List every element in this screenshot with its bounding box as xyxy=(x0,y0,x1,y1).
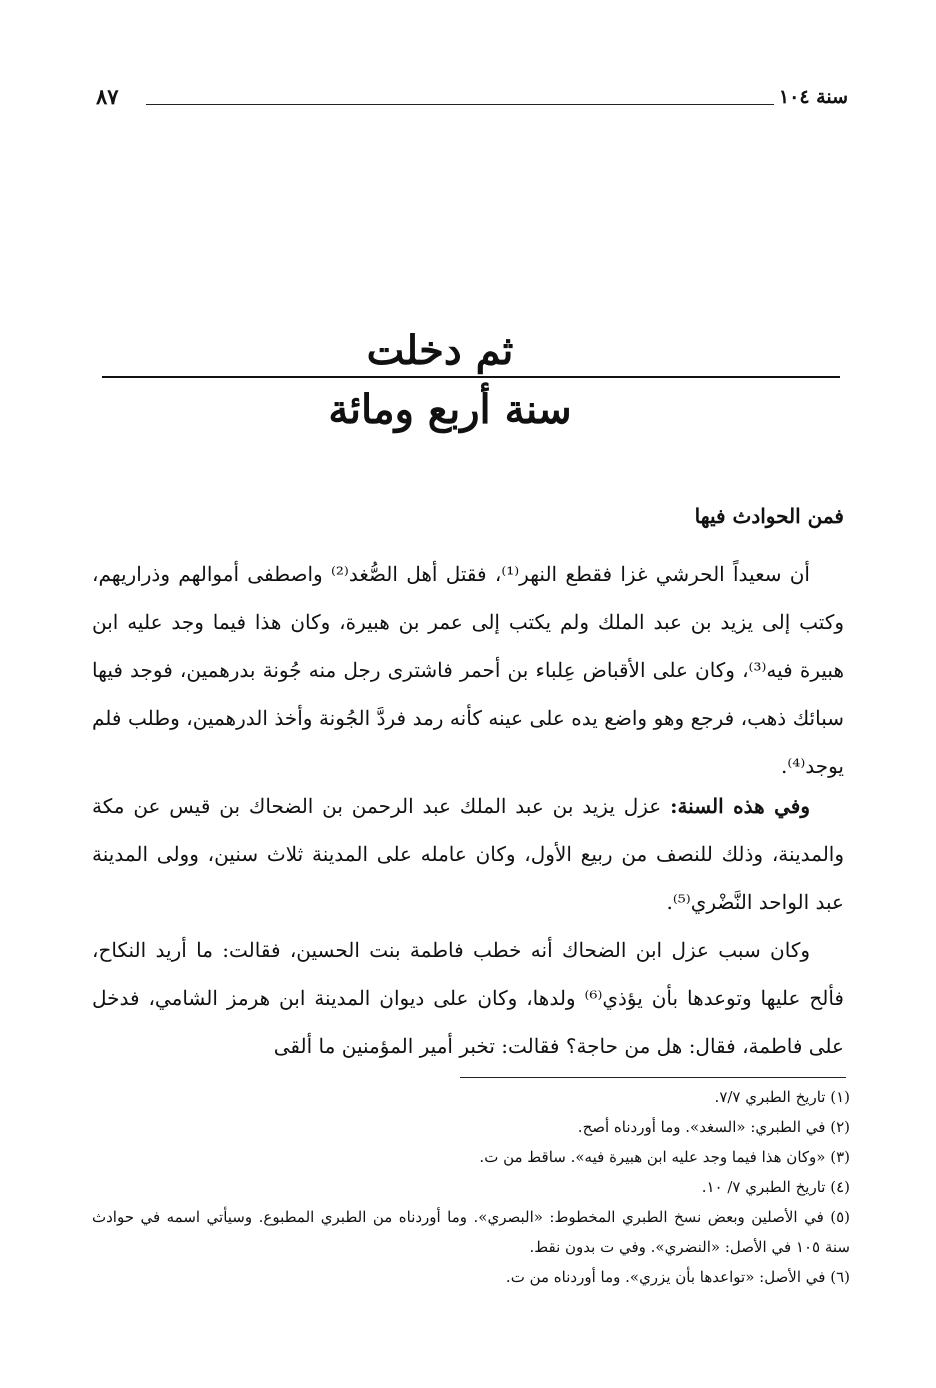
paragraph-2-lead: وفي هذه السنة: xyxy=(670,794,810,818)
footnote-6: (٦) في الأصل: «تواعدها بأن يزري». وما أوردناه من ت. xyxy=(505,1268,850,1286)
header-rule xyxy=(146,104,774,105)
paragraph-1 xyxy=(92,550,844,790)
chapter-title-line2: سنة أربع ومائة xyxy=(328,386,572,433)
footnote-5: (٥) في الأصلين وبعض نسخ الطبري المخطوط: «البصري». وما أوردناه من الطبري المطبوع. وسيأتي اسمه في حوادث سنة ١٠٥ في الأصل: «النضري». وفي ت بدون نقط. xyxy=(92,1208,850,1256)
section-heading: فمن الحوادث فيها xyxy=(694,504,844,528)
footnote-3: (٣) «وكان هذا فيما وجد عليه ابن هبيرة فيه». ساقط من ت. xyxy=(479,1148,850,1166)
page-number: ٨٧ xyxy=(96,84,119,109)
paragraph-3 xyxy=(92,926,844,1070)
paragraph-2-body: عزل يزيد بن عبد الملك عبد الرحمن بن الضحاك بن قيس عن مكة والمدينة، وذلك للنصف من ربيع الأول، وكان عامله على المدينة ثلاث سنين، وولى المدينة عبد الواحد النَّضْري⁽⁵⁾. xyxy=(92,794,844,914)
running-header-year: سنة ١٠٤ xyxy=(778,86,848,108)
footnote-divider xyxy=(460,1077,846,1078)
running-header xyxy=(96,86,848,116)
paragraph-3-text: وكان سبب عزل ابن الضحاك أنه خطب فاطمة بنت الحسين، فقالت: ما أريد النكاح، فألح عليها وتوعدها بأن يؤذي⁽⁶⁾ ولدها، وكان على ديوان المدينة ابن هرمز الشامي، فدخل على فاطمة، فقال: هل من حاجة؟ فقالت: تخبر أمير المؤمنين ما ألقى xyxy=(92,938,844,1058)
paragraph-2 xyxy=(92,782,844,926)
footnotes xyxy=(92,1082,850,1292)
paragraph-2-text xyxy=(92,782,844,926)
footnote-1: (١) تاريخ الطبري ٧/٧. xyxy=(714,1088,850,1106)
chapter-title-line1: ثم دخلت xyxy=(366,327,514,374)
title-divider xyxy=(102,376,840,378)
paragraph-1-text: أن سعيداً الحرشي غزا فقطع النهر⁽¹⁾، فقتل أهل الصُّغد⁽²⁾ واصطفى أموالهم وذراريهم، وكتب إلى يزيد بن عبد الملك ولم يكتب إلى عمر بن هبيرة، وكان هذا فيما وجد عليه ابن هبيرة فيه⁽³⁾، وكان على الأقباض عِلباء بن أحمر فاشترى رجل منه جُونة بدرهمين، فوجد فيها سبائك ذهب، فرجع وهو واضع يده على عينه كأنه رمد فردَّ الجُونة وأخذ الدرهمين، وطلب فلم يوجد⁽⁴⁾. xyxy=(92,562,844,778)
footnote-2: (٢) في الطبري: «السغد». وما أوردناه أصح. xyxy=(577,1118,850,1136)
footnote-4: (٤) تاريخ الطبري ٧/ ١٠. xyxy=(701,1178,850,1196)
